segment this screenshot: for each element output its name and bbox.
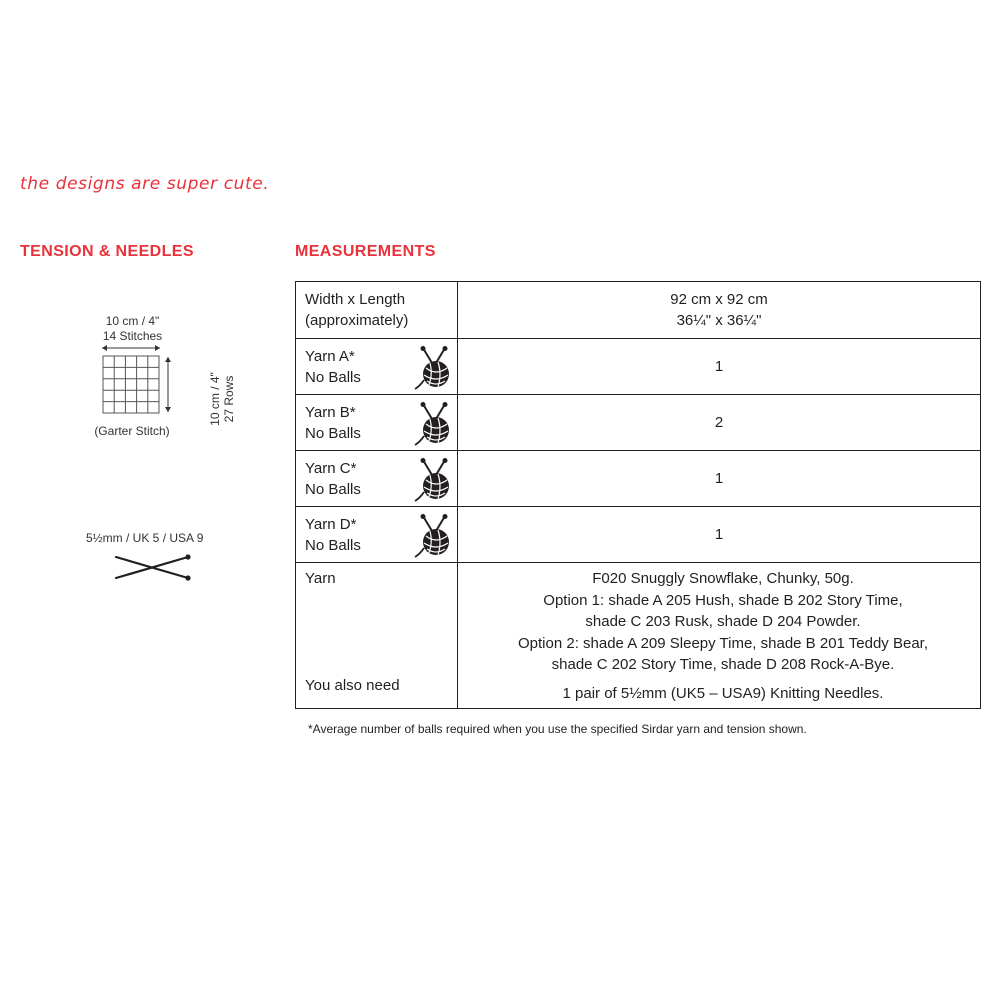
yarn-line-5: shade C 202 Story Time, shade D 208 Rock-A-Bye. [551,656,895,673]
tension-height-label: 10 cm / 4" [208,372,222,426]
tension-rows: 27 Rows [222,375,236,423]
tension-grid-icon [96,341,186,421]
yarn-label: Yarn [305,570,336,587]
yarn-details-value-cell [458,563,981,709]
need-value: 1 pair of 5½mm (UK5 – USA9) Knitting Needles. [562,684,884,702]
yarn-b-sub: No Balls [305,424,361,442]
tension-heading: TENSION & NEEDLES [20,243,194,260]
yarn-d-sub: No Balls [305,536,361,554]
tension-width-label: 10 cm / 4" [105,314,160,328]
yarn-d-value: 1 [714,526,724,543]
yarn-line-4: Option 2: shade A 209 Sleepy Time, shade B 201 Teddy Bear, [517,634,928,652]
tension-stitch-type: (Garter Stitch) [94,424,170,438]
yarn-a-sub: No Balls [305,368,361,386]
yarn-d-label: Yarn D* [305,515,357,533]
table-row-size [296,282,981,339]
table-row-yarn-d [296,507,981,563]
yarn-a-label: Yarn A* [305,347,355,365]
yarn-c-sub: No Balls [305,480,361,498]
yarn-ball-icon [414,402,454,446]
size-value-cell [458,282,981,339]
yarn-line-3: shade C 203 Rusk, shade D 204 Powder. [585,613,861,630]
yarn-b-value-cell [458,395,981,451]
yarn-c-value-cell [458,451,981,507]
tension-height-rotated [208,359,236,439]
measurements-heading: MEASUREMENTS [295,243,436,260]
table-row-yarn-a [296,339,981,395]
yarn-d-value-cell [458,507,981,563]
yarn-ball-icon [414,346,454,390]
yarn-ball-icon [414,514,454,558]
yarn-b-value: 2 [714,414,724,431]
size-label-cell [296,282,458,339]
yarn-c-label-cell [296,451,458,507]
tension-stitches: 14 Stitches [102,329,163,343]
yarn-b-label-cell [296,395,458,451]
intro-text-crop [20,158,420,194]
yarn-details-label-cell [296,563,458,709]
need-label: You also need [305,677,400,694]
intro-text: the designs are super cute. [20,174,270,194]
yarn-a-label-cell [296,339,458,395]
table-row-yarn-c [296,451,981,507]
yarn-line-1: F020 Snuggly Snowflake, Chunky, 50g. [592,570,854,587]
size-label-2: (approximately) [305,312,409,329]
yarn-line-2: Option 1: shade A 205 Hush, shade B 202 Story Time, [543,591,903,609]
size-cm: 92 cm x 92 cm [670,291,768,308]
yarn-a-value-cell [458,339,981,395]
table-row-yarn-details [296,563,981,709]
table-row-yarn-b [296,395,981,451]
measurements-table [295,281,981,709]
needle-size: 5½mm / UK 5 / USA 9 [86,531,204,545]
yarn-d-label-cell [296,507,458,563]
size-label-1: Width x Length [305,291,406,308]
yarn-a-value: 1 [714,358,724,375]
crossed-needles-icon [112,553,194,581]
yarn-b-label: Yarn B* [305,403,356,421]
footnote: *Average number of balls required when you use the specified Sirdar yarn and tension shown. [308,722,807,736]
yarn-c-label: Yarn C* [305,459,357,477]
yarn-c-value: 1 [714,470,724,487]
size-in: 36¼" x 36¼" [676,312,762,329]
yarn-ball-icon [414,458,454,502]
